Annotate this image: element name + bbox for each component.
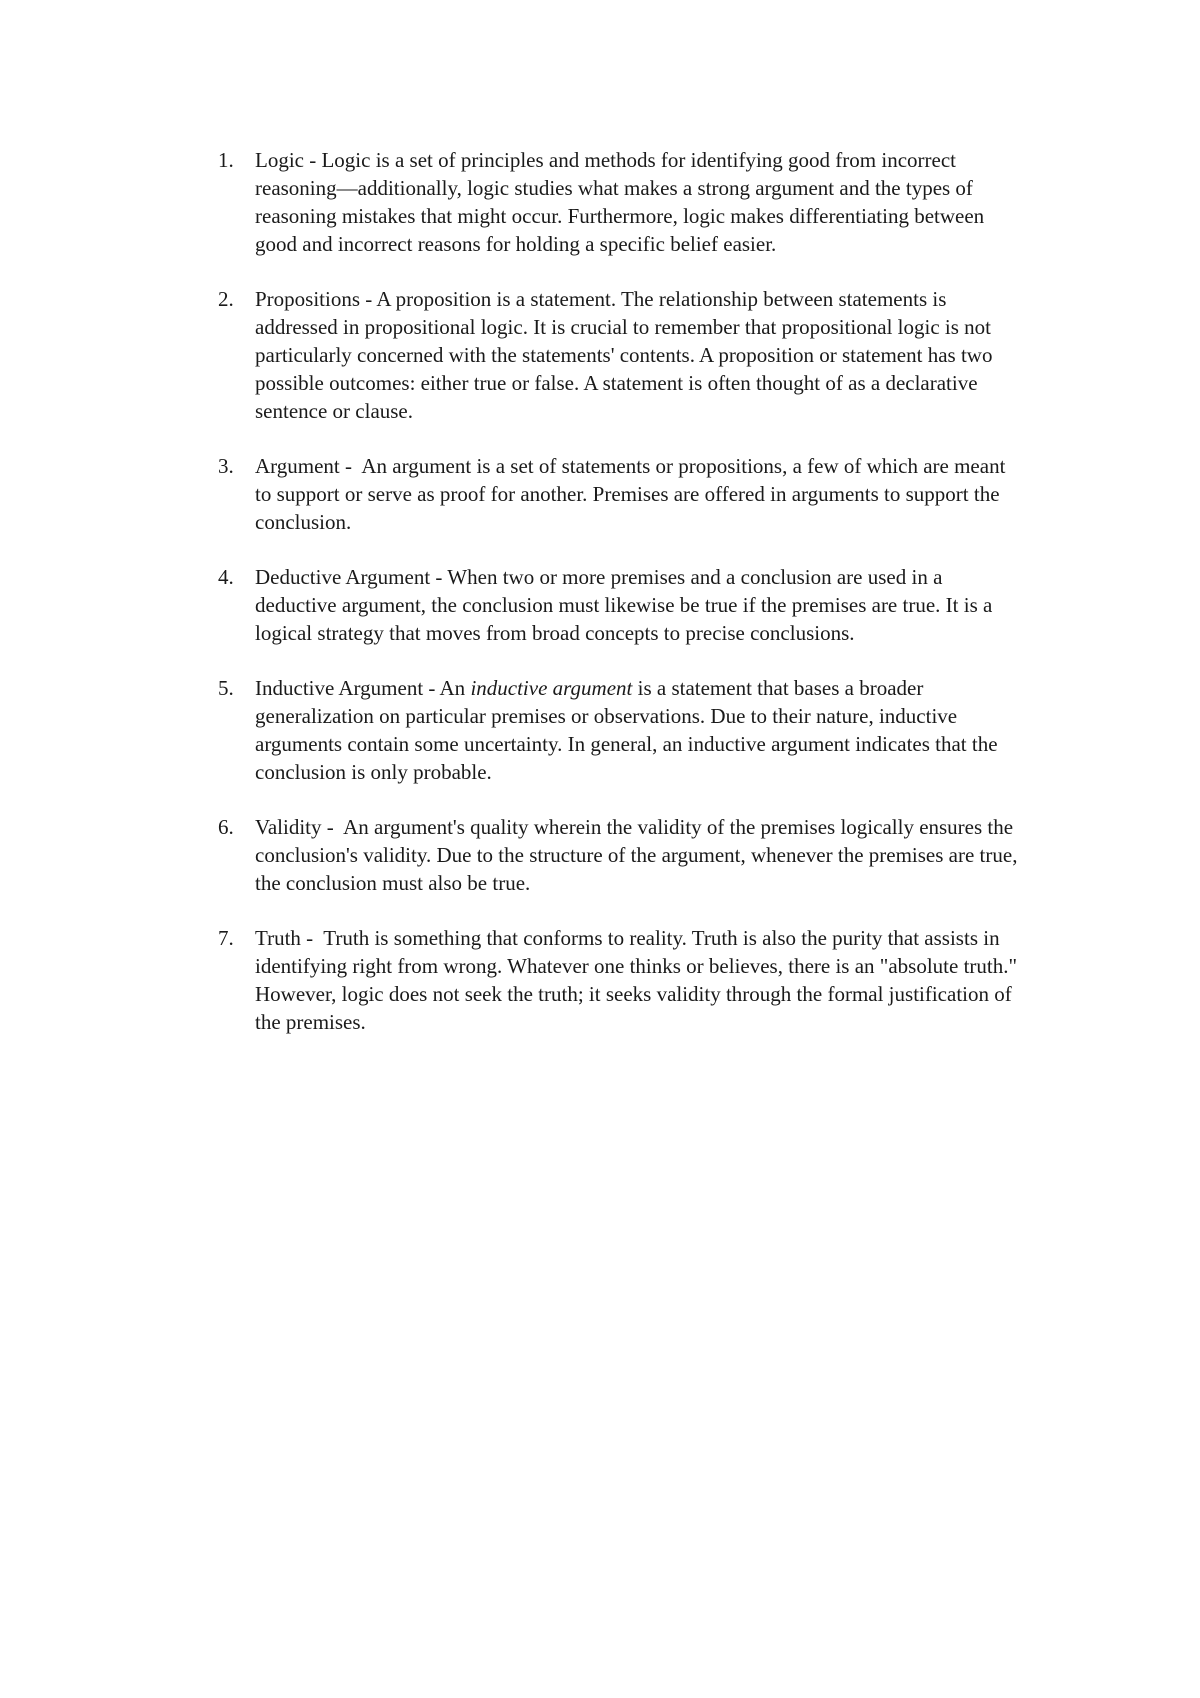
item-text [255, 148, 984, 256]
list-item [218, 563, 1018, 647]
item-definition: An argument is a set of statements or propositions, a few of which are meant to support or serve as proof for another. Premises are offered in arguments to support the conclusion. [255, 454, 1006, 534]
item-number: 7. [218, 926, 234, 950]
item-separator: - [423, 676, 440, 700]
item-separator: - [321, 815, 344, 839]
list-item [218, 452, 1018, 536]
item-definition: An [439, 676, 471, 700]
item-definition: An argument's quality wherein the validity of the premises logically ensures the conclusion's validity. Due to the structure of the argument, whenever the premises are true, the conclusion must also be true. [255, 815, 1018, 895]
item-separator: - [300, 926, 324, 950]
list-item [218, 285, 1018, 425]
item-definition: When two or more premises and a conclusion are used in a deductive argument, the conclusion must likewise be true if the premises are true. It is a logical strategy that moves from broad concepts to precise conclusions. [255, 565, 993, 645]
item-separator: - [430, 565, 448, 589]
item-text [255, 815, 1017, 895]
item-definition-rest: is a statement that bases a broader generalization on particular premises or observations. Due to their nature, inductive arguments contain some uncertainty. In general, an inductive argument indicates that the conclusion is only probable. [255, 676, 998, 784]
list-item [218, 674, 1018, 786]
item-number: 5. [218, 676, 234, 700]
item-term: Inductive Argument [255, 676, 424, 700]
item-term: Propositions [255, 287, 361, 311]
list-item [218, 146, 1018, 258]
item-number: 4. [218, 565, 234, 589]
item-number: 6. [218, 815, 234, 839]
item-term: Logic [255, 148, 304, 172]
item-definition: Logic is a set of principles and methods for identifying good from incorrect reasoning—additionally, logic studies what makes a strong argument and the types of reasoning mistakes that might occur. Furthermore, logic makes differentiating between good and incorrect reasons for holding a specific belief easier. [255, 148, 985, 256]
item-term: Truth [255, 926, 301, 950]
item-definition: Truth is something that conforms to reality. Truth is also the purity that assists in identifying right from wrong. Whatever one thinks or believes, there is an "absolute truth." However, logic does not seek the truth; it seeks validity through the formal justification of the premises. [255, 926, 1018, 1034]
item-text [255, 287, 992, 423]
item-text [255, 565, 992, 645]
item-term: Validity [255, 815, 322, 839]
list-item [218, 813, 1018, 897]
item-number: 3. [218, 454, 234, 478]
item-number: 2. [218, 287, 234, 311]
item-text [255, 454, 1005, 534]
item-term: Deductive Argument [255, 565, 431, 589]
item-separator: - [303, 148, 322, 172]
item-separator: - [360, 287, 377, 311]
item-term: Argument [255, 454, 340, 478]
item-number: 1. [218, 148, 234, 172]
item-text [255, 926, 1017, 1034]
item-text [255, 676, 998, 784]
definition-list [218, 146, 1018, 1063]
item-definition-italic: inductive argument [470, 676, 633, 700]
item-definition: A proposition is a statement. The relationship between statements is addressed in propositional logic. It is crucial to remember that propositional logic is not particularly concerned with the statements' contents. A proposition or statement has two possible outcomes: either true or false. A statement is often thought of as a declarative sentence or clause. [255, 287, 993, 423]
item-separator: - [339, 454, 362, 478]
list-item [218, 924, 1018, 1036]
